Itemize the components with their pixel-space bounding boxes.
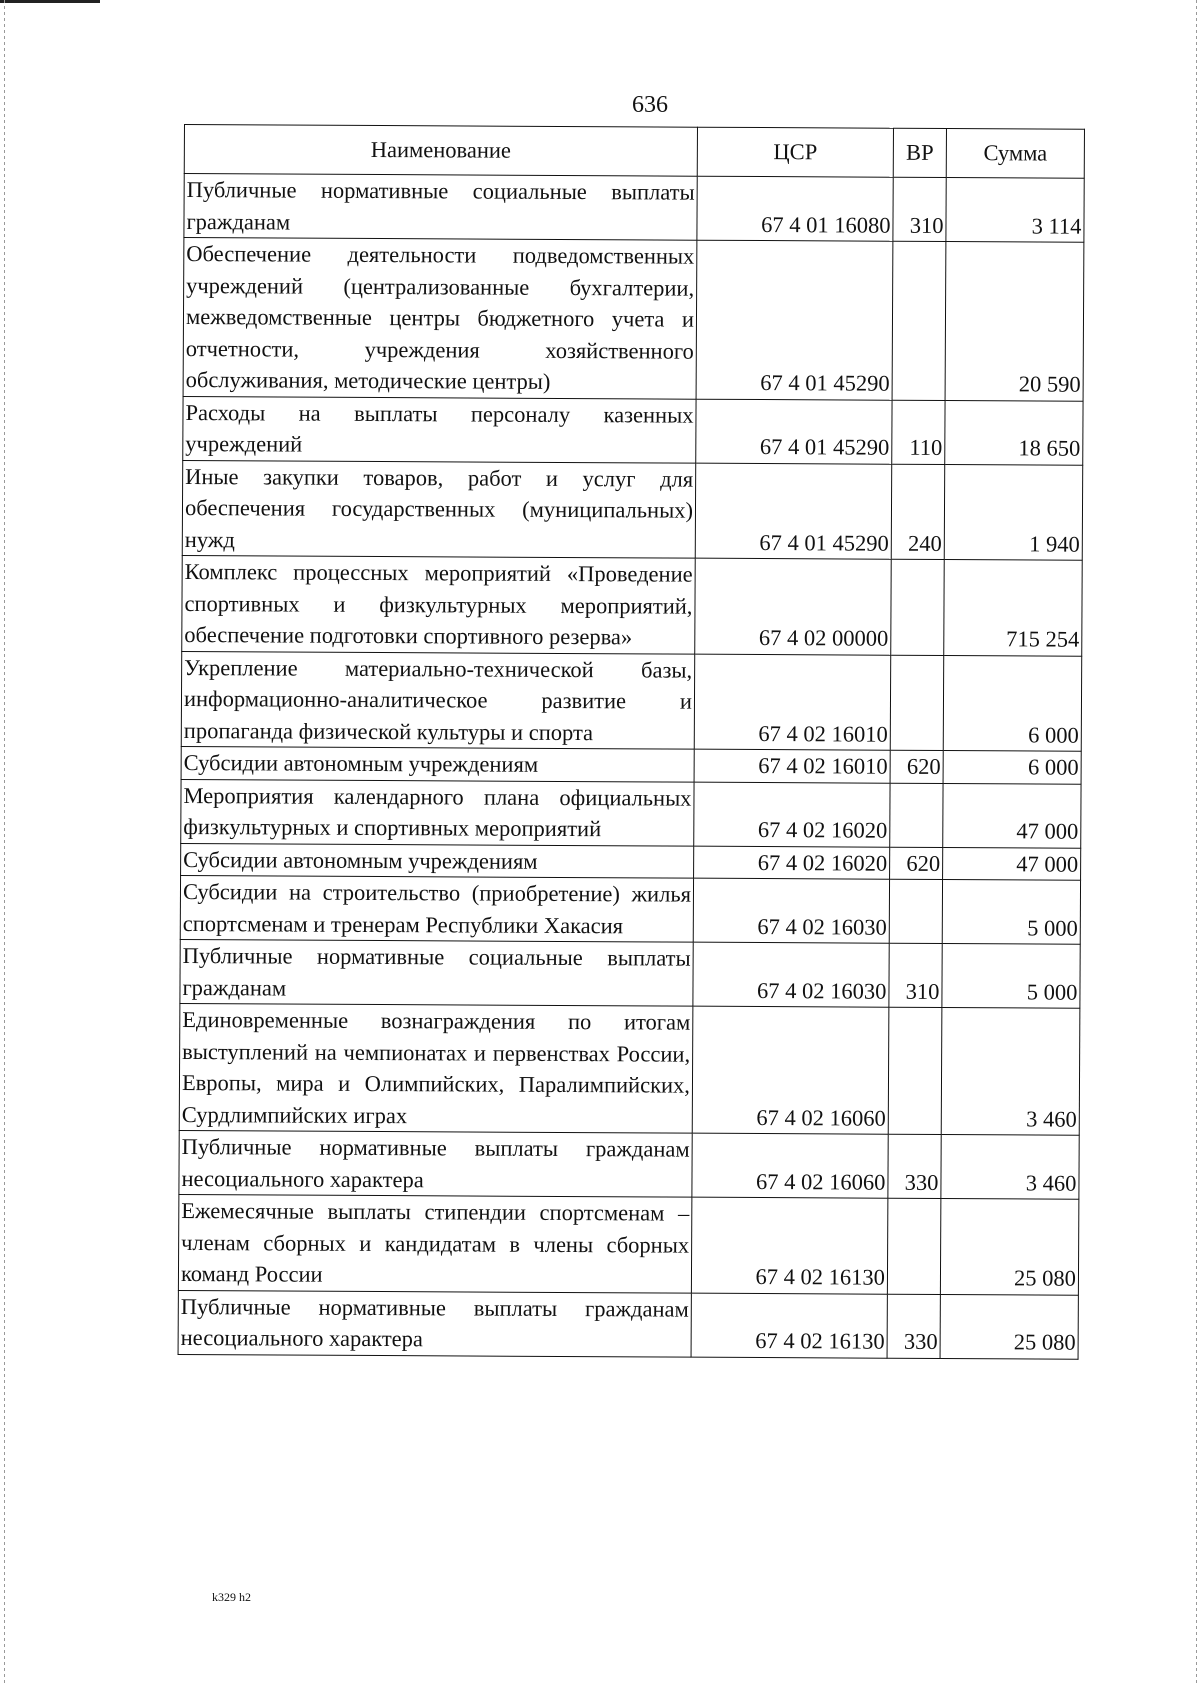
row-vr-cell (891, 559, 944, 655)
table-row (180, 939, 1080, 1008)
row-csr-cell: 67 4 02 16030 (693, 878, 889, 943)
row-csr-cell: 67 4 02 16020 (694, 846, 890, 880)
row-csr-cell: 67 4 02 00000 (695, 558, 891, 655)
row-vr-cell: 240 (891, 464, 944, 560)
row-vr-cell (890, 783, 943, 847)
table-row (183, 238, 1084, 401)
row-vr-cell (888, 1007, 942, 1134)
footer-code: k329 h2 (212, 1590, 251, 1604)
row-sum-cell: 25 080 (940, 1198, 1078, 1294)
row-name-cell: Публичные нормативные социальные выплаты гражданам (180, 939, 693, 1006)
row-vr-cell: 620 (890, 847, 943, 880)
row-csr-cell: 67 4 01 45290 (696, 240, 893, 400)
table-row (178, 1194, 1078, 1294)
row-sum-cell: 20 590 (945, 241, 1084, 400)
row-name-cell: Единовременные вознаграждения по итогам выступлений на чемпионатах и первенствах России, Европы, мира и Олимпийских, Паралимпийских, Сурдлимпийских играх (179, 1003, 693, 1133)
row-vr-cell: 310 (889, 943, 942, 1007)
row-vr-cell: 620 (890, 750, 943, 783)
row-name-cell: Субсидии автономным учреждениям (181, 746, 694, 781)
table-row (181, 651, 1081, 751)
table-row (184, 174, 1084, 243)
row-vr-cell: 110 (892, 400, 945, 464)
row-csr-cell: 67 4 02 16020 (694, 782, 890, 847)
row-csr-cell: 67 4 01 45290 (695, 463, 891, 560)
row-vr-cell (889, 879, 942, 943)
row-name-cell: Ежемесячные выплаты стипендии спортсменам – членам сборных и кандидатам в члены сборных команд России (178, 1194, 691, 1292)
row-csr-cell: 67 4 02 16010 (694, 749, 890, 783)
row-sum-cell: 6 000 (943, 750, 1081, 783)
page-number: 636 (632, 92, 668, 118)
row-csr-cell: 67 4 02 16060 (692, 1133, 888, 1198)
table-header-row (184, 125, 1084, 179)
row-sum-cell: 5 000 (942, 943, 1080, 1008)
table-row (179, 1003, 1080, 1135)
table-row (182, 460, 1082, 560)
table-row (180, 875, 1080, 944)
row-sum-cell: 18 650 (945, 400, 1083, 465)
row-sum-cell: 3 114 (946, 177, 1084, 242)
row-name-cell: Расходы на выплаты персоналу казенных учреждений (183, 396, 696, 463)
row-sum-cell: 5 000 (942, 879, 1080, 944)
row-name-cell: Публичные нормативные выплаты гражданам несоциального характера (179, 1130, 692, 1197)
table-row (181, 779, 1081, 848)
row-sum-cell: 3 460 (941, 1007, 1080, 1135)
header-name: Наименование (184, 125, 697, 177)
row-name-cell: Публичные нормативные социальные выплаты гражданам (184, 174, 697, 241)
row-csr-cell: 67 4 02 16060 (692, 1006, 889, 1134)
row-sum-cell: 25 080 (940, 1294, 1078, 1359)
row-name-cell: Иные закупки товаров, работ и услуг для обеспечения государственных (муниципальных) нужд (182, 460, 695, 558)
row-name-cell: Укрепление материально-технической базы, информационно-аналитическое развитие и пропаганда физической культуры и спорта (181, 651, 694, 749)
row-name-cell: Комплекс процессных мероприятий «Проведение спортивных и физкультурных мероприятий, обеспечение подготовки спортивного резерва» (182, 555, 695, 653)
row-vr-cell (887, 1198, 940, 1294)
budget-table (178, 124, 1085, 1359)
header-csr: ЦСР (697, 127, 893, 177)
row-csr-cell: 67 4 01 45290 (696, 399, 892, 464)
row-csr-cell: 67 4 02 16030 (693, 942, 889, 1007)
header-sum: Сумма (946, 128, 1084, 178)
scan-right-edge (1196, 0, 1197, 1686)
row-sum-cell: 47 000 (943, 847, 1081, 880)
row-sum-cell: 47 000 (943, 783, 1081, 848)
header-vr: ВР (893, 128, 946, 177)
row-csr-cell: 67 4 02 16010 (694, 654, 890, 751)
scan-left-edge (4, 0, 5, 1686)
row-csr-cell: 67 4 02 16130 (691, 1293, 887, 1358)
row-vr-cell: 310 (893, 177, 946, 241)
row-csr-cell: 67 4 01 16080 (697, 176, 893, 241)
row-name-cell: Обеспечение деятельности подведомственных учреждений (централизованные бухгалтерии, межведомственные центры бюджетного учета и отчетности, учреждения хозяйственного обслуживания, методические центры) (183, 238, 697, 399)
table-row (183, 396, 1083, 465)
scan-edge-line (0, 0, 100, 3)
row-sum-cell: 6 000 (943, 655, 1081, 751)
row-csr-cell: 67 4 02 16130 (691, 1197, 887, 1294)
row-vr-cell (892, 241, 946, 400)
row-name-cell: Субсидии на строительство (приобретение) жилья спортсменам и тренерам Республики Хакасия (180, 875, 693, 942)
row-name-cell: Публичные нормативные выплаты гражданам несоциального характера (178, 1290, 691, 1357)
row-vr-cell (890, 655, 943, 751)
row-vr-cell: 330 (888, 1134, 941, 1198)
table-row (181, 746, 1081, 783)
row-sum-cell: 1 940 (944, 464, 1082, 560)
row-name-cell: Мероприятия календарного плана официальных физкультурных и спортивных мероприятий (181, 779, 694, 846)
table-row (178, 1290, 1078, 1359)
table-body (178, 174, 1084, 1359)
row-sum-cell: 715 254 (944, 559, 1082, 655)
row-vr-cell: 330 (887, 1294, 940, 1358)
table-row (179, 1130, 1079, 1199)
table-row (182, 555, 1082, 655)
row-sum-cell: 3 460 (941, 1134, 1079, 1199)
table-row (181, 843, 1081, 880)
row-name-cell: Субсидии автономным учреждениям (181, 843, 694, 878)
